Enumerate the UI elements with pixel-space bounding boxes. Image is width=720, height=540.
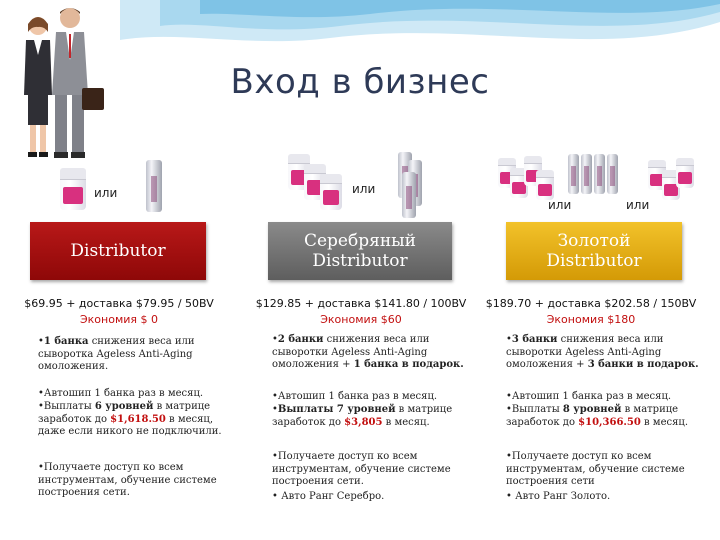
bullet-text-run: •Выплаты — [38, 401, 95, 412]
tier-distributor-bullet-1 — [38, 336, 228, 374]
tier-gold-bullet-3 — [506, 404, 702, 429]
or-label-4: или — [626, 198, 650, 212]
bullet-text-run: •Автошип 1 банка раз в месяц. — [506, 391, 672, 402]
supplement-jar-icon — [676, 158, 694, 188]
supplement-jar-icon — [536, 170, 554, 200]
tier-silver-name-line-2: Distributor — [312, 251, 408, 271]
product-image-distributor — [60, 160, 190, 215]
tier-silver-bullet-2 — [272, 391, 468, 404]
tier-silver-box — [268, 222, 452, 280]
bullet-text-run: •Получаете доступ ко всем инструментам, обучение системе построения сети. — [272, 451, 451, 487]
business-people-illustration — [0, 0, 110, 165]
or-label-2: или — [352, 182, 376, 196]
bullet-text-run: 1 банка — [43, 336, 89, 347]
tier-distributor-bullet-4 — [38, 462, 228, 500]
serum-bottle-icon — [594, 154, 605, 194]
bullet-text-run: снижения веса или сыворотка Ageless Anti-Aging омоложения. — [38, 336, 195, 372]
tier-silver-bullet-1 — [272, 334, 468, 372]
or-label-3: или — [548, 198, 572, 212]
tier-gold-price — [484, 296, 698, 328]
bullet-text-run: • — [272, 404, 278, 415]
tier-silver-bullet-5 — [272, 491, 468, 504]
tier-distributor-box — [30, 222, 206, 280]
bullet-text-run: 3 банки — [511, 334, 558, 345]
bullet-text-run: •Автошип 1 банка раз в месяц. — [272, 391, 438, 402]
bullet-text-run: •Автошип 1 банка раз в месяц. — [38, 388, 204, 399]
tier-gold-bullet-1 — [506, 334, 702, 372]
bullet-text-run: • — [506, 334, 512, 345]
tier-distributor-price — [14, 296, 224, 328]
bullet-text-run: Выплаты 7 уровней — [277, 404, 396, 415]
bullet-text-run: 2 банки — [277, 334, 324, 345]
bullet-text-run: $3,805 — [344, 416, 383, 428]
tier-silver-name-line-1: Серебряный — [303, 231, 417, 251]
bullet-text-run: • Авто Ранг Серебро. — [272, 491, 385, 502]
tier-gold-bullet-5 — [506, 491, 702, 504]
supplement-jar-icon — [60, 168, 86, 210]
savings-label: Экономия $ 0 — [79, 313, 159, 326]
serum-bottle-icon — [568, 154, 579, 194]
tier-distributor-name: Distributor — [70, 241, 166, 261]
product-image-gold — [498, 152, 698, 212]
bullet-text-run: • — [38, 336, 44, 347]
bullet-text-run: в матрице заработок до — [506, 404, 679, 428]
savings-label: Экономия $60 — [320, 313, 402, 326]
bullet-text-run: снижения веса или сыворотки Ageless Anti-Aging омоложения + — [506, 334, 664, 370]
tier-gold-name-line-1: Золотой — [557, 231, 631, 251]
bullet-text-run: •Выплаты — [506, 404, 563, 415]
bullet-text-run: 6 уровней — [94, 401, 154, 412]
price-line: $129.85 + доставка $141.80 / 100BV — [255, 297, 467, 310]
tier-silver-bullet-4 — [272, 451, 468, 489]
bullet-text-run: в матрице заработок до — [272, 404, 453, 428]
bullet-text-run: •Получаете доступ ко всем инструментам, обучение системе построения сети — [506, 451, 685, 487]
tier-distributor-bullet-2 — [38, 388, 228, 401]
tier-gold-box — [506, 222, 682, 280]
or-label-1: или — [94, 186, 118, 200]
savings-label: Экономия $180 — [546, 313, 636, 326]
bullet-text-run: $10,366.50 — [578, 416, 641, 428]
price-line: $69.95 + доставка $79.95 / 50BV — [24, 297, 214, 310]
slide-title: Вход в бизнес — [230, 62, 490, 102]
serum-bottle-icon — [581, 154, 592, 194]
tier-gold-bullet-4 — [506, 451, 702, 489]
bullet-text-run: в месяц. — [640, 416, 689, 428]
bullet-text-run: $1,618.50 — [110, 413, 166, 425]
tier-gold-bullet-2 — [506, 391, 702, 404]
tier-silver-bullet-3 — [272, 404, 468, 429]
bullet-text-run: 1 банка в подарок. — [353, 359, 464, 370]
bullet-text-run: в месяц. — [382, 416, 430, 428]
serum-bottle-icon — [402, 172, 416, 218]
tier-silver-price — [250, 296, 472, 328]
bullet-text-run: •Получаете доступ ко всем инструментам, обучение системе построения сети. — [38, 462, 217, 498]
tier-distributor-bullet-3 — [38, 401, 228, 439]
bullet-text-run: • — [272, 334, 278, 345]
serum-bottle-icon — [607, 154, 618, 194]
tier-gold-name-line-2: Distributor — [546, 251, 642, 271]
supplement-jar-icon — [320, 174, 342, 210]
price-line: $189.70 + доставка $202.58 / 150BV — [485, 297, 697, 310]
serum-bottle-icon — [146, 160, 162, 212]
bullet-text-run: в матрице заработок до — [38, 401, 211, 425]
bullet-text-run: 8 уровней — [562, 404, 622, 415]
bullet-text-run: снижения веса или сыворотки Ageless Anti-Aging омоложения + — [272, 334, 430, 370]
bullet-text-run: в месяц, даже если никого не подключили. — [38, 413, 222, 437]
bullet-text-run: 3 банки в подарок. — [587, 359, 699, 370]
bullet-text-run: • Авто Ранг Золото. — [506, 491, 611, 502]
